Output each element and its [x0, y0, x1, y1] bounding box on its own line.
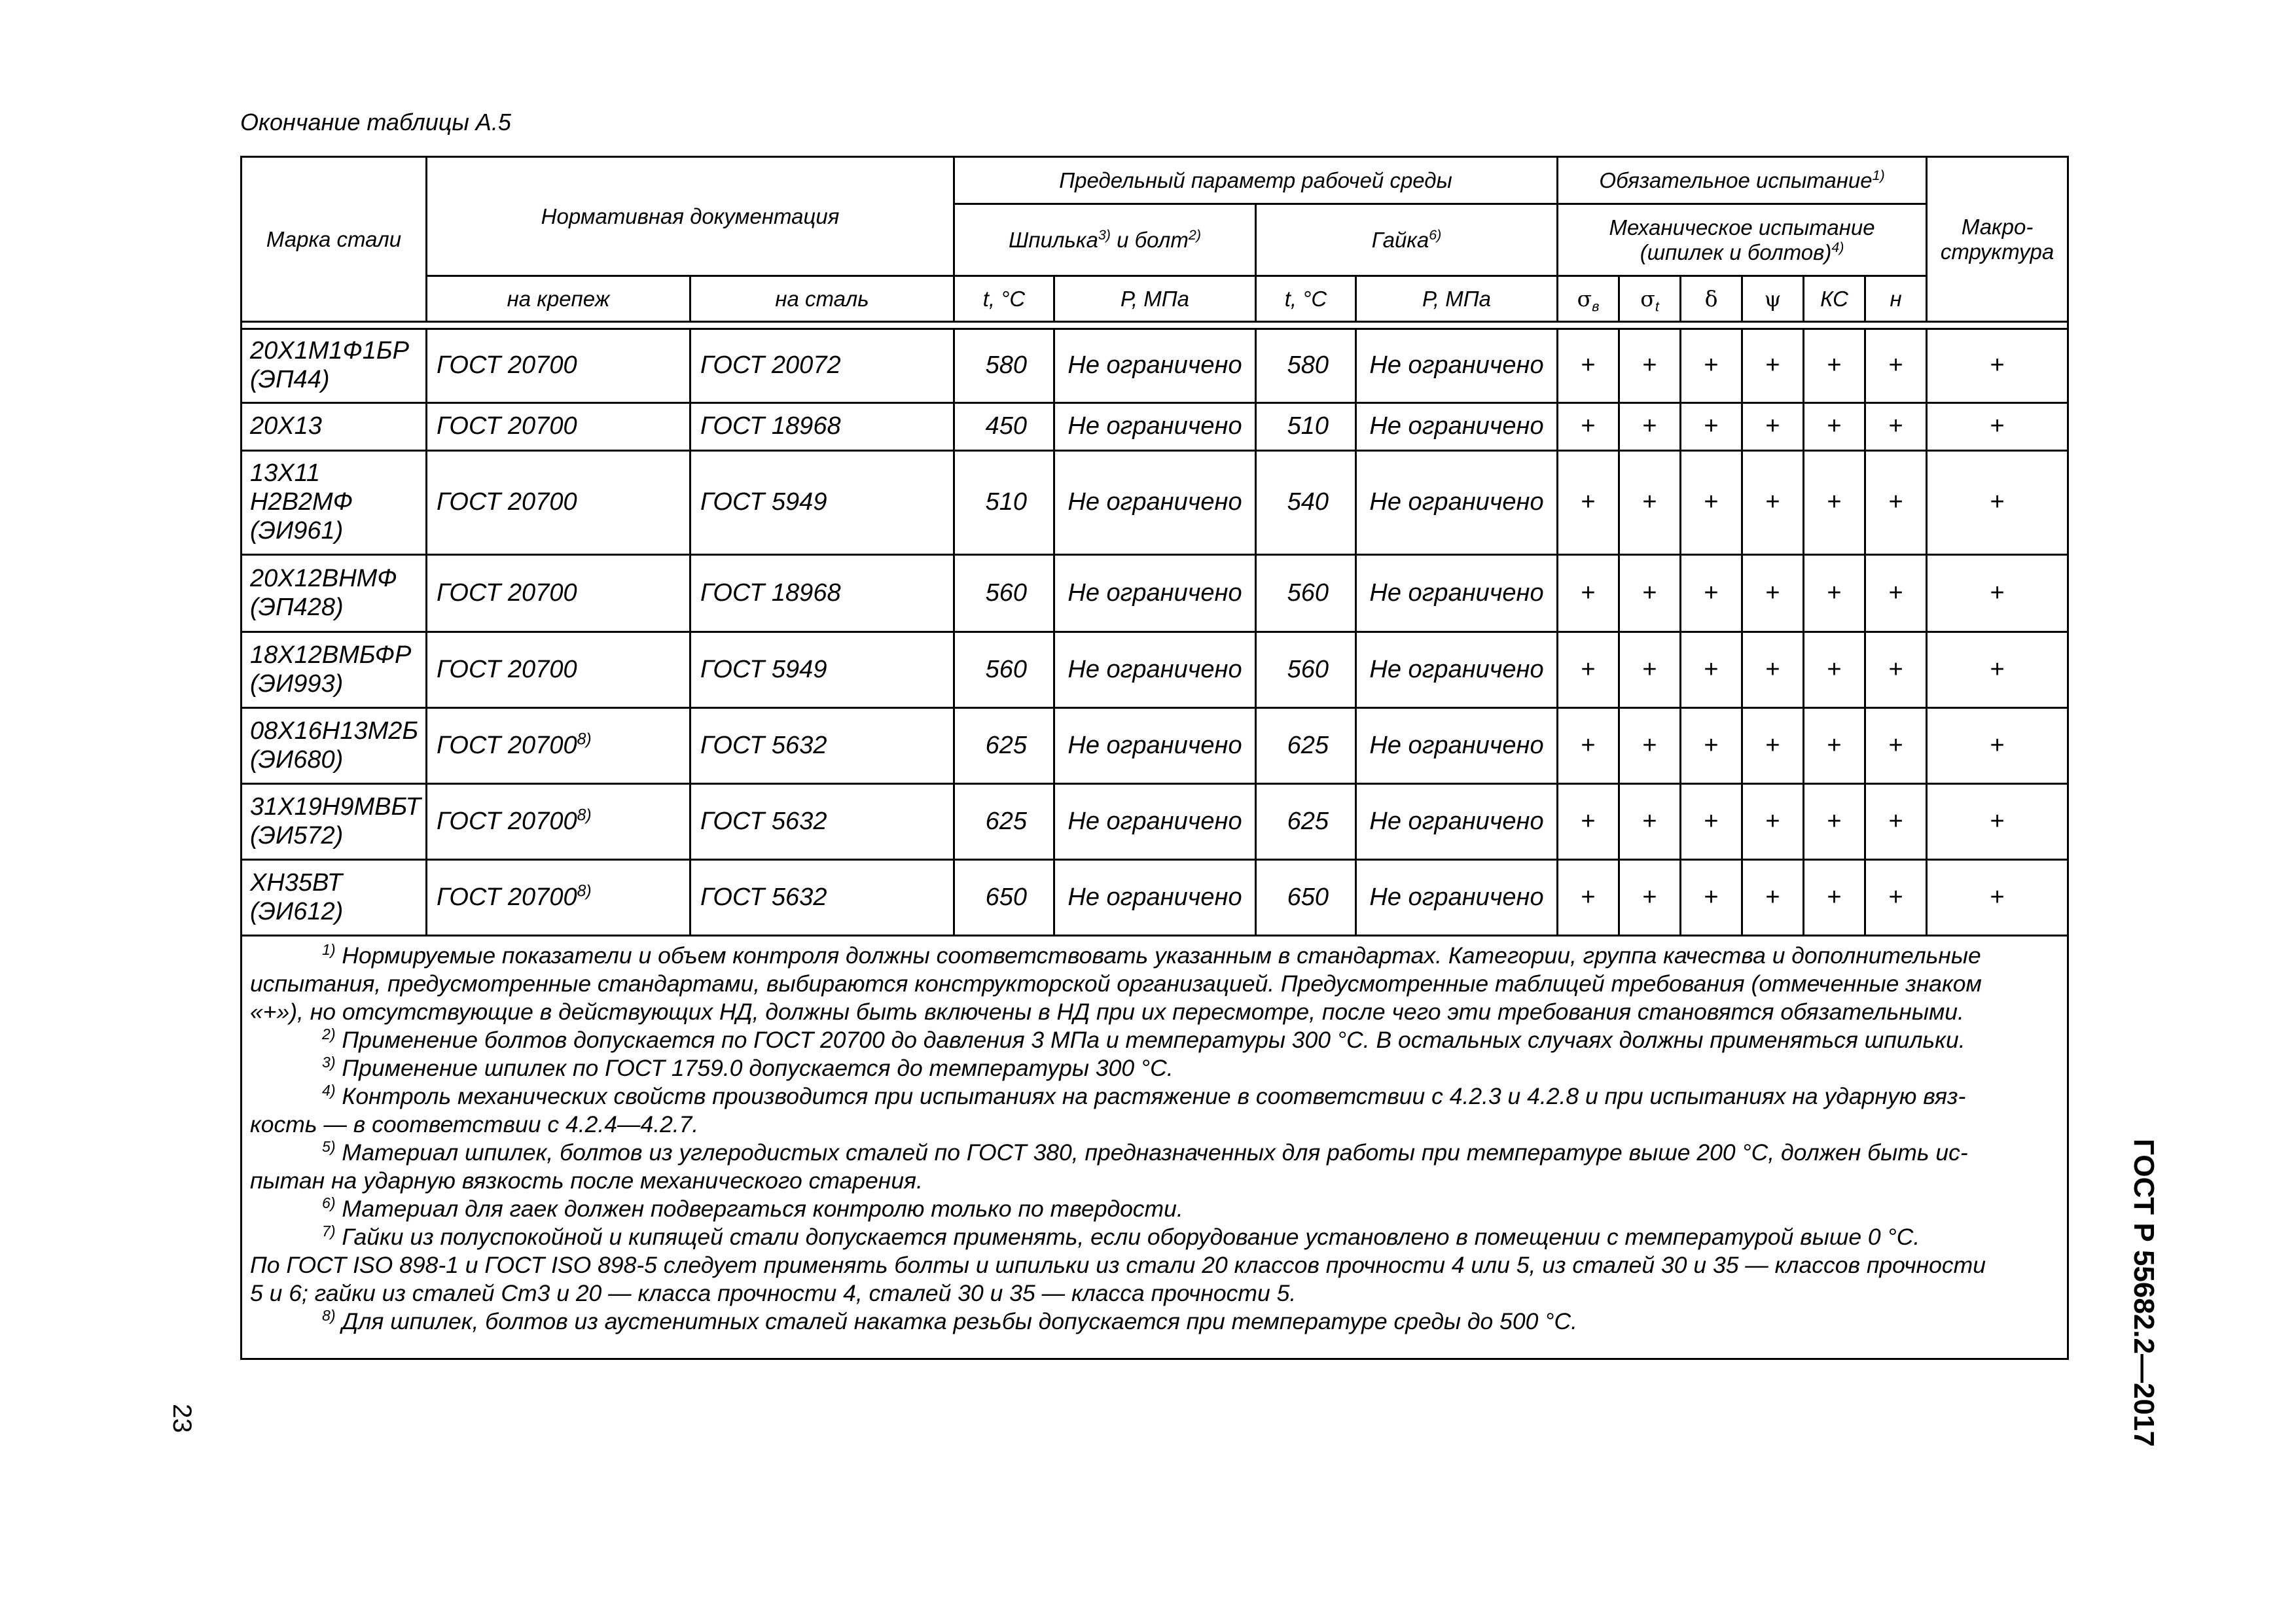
stud-pressure-cell: Не ограничено [1054, 451, 1256, 555]
header-n: н [1865, 276, 1927, 322]
sigma-b-cell: + [1558, 451, 1619, 555]
footnotes [242, 936, 2068, 1359]
grade-cell: 20Х1М1Ф1БР (ЭП44) [242, 329, 427, 403]
nut-pressure-cell: Не ограничено [1356, 860, 1558, 936]
sigma-b-cell: + [1558, 708, 1619, 784]
header-nut-t: t, °C [1256, 276, 1356, 322]
sigma-t-cell: + [1619, 708, 1681, 784]
footnote-line: кость — в соответствии с 4.2.4—4.2.7. [250, 1111, 699, 1137]
footnote-line: пытан на ударную вязкость после механического старения. [250, 1168, 923, 1194]
steel-doc-cell: ГОСТ 5949 [691, 451, 954, 555]
nut-pressure-cell: Не ограничено [1356, 708, 1558, 784]
header-for-fastener: на крепеж [427, 276, 691, 322]
steel-doc-cell: ГОСТ 5632 [691, 784, 954, 860]
steel-grade-table [240, 156, 2069, 1360]
fastener-doc-cell: ГОСТ 20700$^{8)}$ [427, 860, 691, 936]
stud-temp-cell: 650 [954, 860, 1054, 936]
macro-cell: + [1927, 708, 2068, 784]
table-row [242, 403, 2068, 451]
sigma-t-cell: + [1619, 451, 1681, 555]
header-sigma-t: $\sigma_t$ [1619, 276, 1681, 322]
delta-cell: + [1681, 555, 1742, 632]
header-macro: Макро-структура [1927, 157, 2068, 322]
nut-temp-cell: 650 [1256, 860, 1356, 936]
n-cell: + [1865, 451, 1927, 555]
fastener-doc-cell: ГОСТ 20700 [427, 329, 691, 403]
delta-cell: + [1681, 403, 1742, 451]
psi-cell: + [1742, 329, 1804, 403]
grade-cell: 20Х12ВНМФ (ЭП428) [242, 555, 427, 632]
steel-doc-cell: ГОСТ 18968 [691, 403, 954, 451]
nut-pressure-cell: Не ограничено [1356, 329, 1558, 403]
stud-pressure-cell: Не ограничено [1054, 708, 1256, 784]
macro-cell: + [1927, 784, 2068, 860]
stud-temp-cell: 560 [954, 632, 1054, 708]
header-nut: Гайка$^{6)}$ [1256, 204, 1558, 276]
kc-cell: + [1804, 329, 1865, 403]
table-row [242, 329, 2068, 403]
footnote-line: $^{1)}$ Нормируемые показатели и объем контроля должны соответствовать указанным в стандартах. Категории, группа качества и дополнительные [322, 941, 1981, 969]
sigma-t-cell: + [1619, 860, 1681, 936]
table-row [242, 632, 2068, 708]
grade-cell: 08Х16Н13М2Б (ЭИ680) [242, 708, 427, 784]
stud-pressure-cell: Не ограничено [1054, 555, 1256, 632]
nut-temp-cell: 540 [1256, 451, 1356, 555]
sigma-t-cell: + [1619, 555, 1681, 632]
table-row [242, 555, 2068, 632]
standard-id: ГОСТ Р 55682.2—2017 [2128, 1139, 2160, 1447]
fastener-doc-cell: ГОСТ 20700$^{8)}$ [427, 708, 691, 784]
nut-pressure-cell: Не ограничено [1356, 403, 1558, 451]
nut-temp-cell: 625 [1256, 708, 1356, 784]
header-stud: Шпилька$^{3)}$ и болт$^{2)}$ [954, 204, 1256, 276]
notes-row [242, 936, 2068, 1359]
psi-cell: + [1742, 632, 1804, 708]
sigma-b-cell: + [1558, 860, 1619, 936]
header-kc: КС [1804, 276, 1865, 322]
fastener-doc-cell: ГОСТ 20700$^{8)}$ [427, 784, 691, 860]
delta-cell: + [1681, 329, 1742, 403]
stud-temp-cell: 560 [954, 555, 1054, 632]
delta-cell: + [1681, 784, 1742, 860]
nut-temp-cell: 560 [1256, 632, 1356, 708]
footnote-line: 5 и 6; гайки из сталей Ст3 и 20 — класса прочности 4, сталей 30 и 35 — класса прочности 5. [250, 1280, 1297, 1306]
footnote-line: $^{8)}$ Для шпилек, болтов из аустенитных сталей накатка резьбы допускается при температуре среды до 500 °С. [322, 1307, 1577, 1334]
table-row [242, 708, 2068, 784]
header-mandatory-test: Обязательное испытание$^{1)}$ [1558, 157, 1927, 204]
nut-pressure-cell: Не ограничено [1356, 632, 1558, 708]
table-row [242, 784, 2068, 860]
header-stud-p: Р, МПа [1054, 276, 1256, 322]
sigma-b-cell: + [1558, 329, 1619, 403]
delta-cell: + [1681, 632, 1742, 708]
sigma-t-cell: + [1619, 784, 1681, 860]
nut-pressure-cell: Не ограничено [1356, 784, 1558, 860]
sigma-t-cell: + [1619, 403, 1681, 451]
footnote-line: $^{7)}$ Гайки из полуспокойной и кипящей стали допускается применять, если оборудование установлено в помещении с температурой выше 0 °С. [322, 1222, 1920, 1250]
stud-temp-cell: 625 [954, 784, 1054, 860]
nut-temp-cell: 625 [1256, 784, 1356, 860]
psi-cell: + [1742, 403, 1804, 451]
table-row [242, 860, 2068, 936]
header-psi: ψ [1742, 276, 1804, 322]
nut-temp-cell: 560 [1256, 555, 1356, 632]
n-cell: + [1865, 403, 1927, 451]
psi-cell: + [1742, 451, 1804, 555]
n-cell: + [1865, 329, 1927, 403]
stud-pressure-cell: Не ограничено [1054, 632, 1256, 708]
stud-pressure-cell: Не ограничено [1054, 329, 1256, 403]
grade-cell: 18Х12ВМБФР (ЭИ993) [242, 632, 427, 708]
header-norm-doc: Нормативная документация [427, 157, 954, 276]
header-sigma-b: $\sigma_в$ [1558, 276, 1619, 322]
kc-cell: + [1804, 555, 1865, 632]
header-stud-t: t, °C [954, 276, 1054, 322]
stud-pressure-cell: Не ограничено [1054, 860, 1256, 936]
kc-cell: + [1804, 708, 1865, 784]
fastener-doc-cell: ГОСТ 20700 [427, 451, 691, 555]
psi-cell: + [1742, 860, 1804, 936]
steel-doc-cell: ГОСТ 20072 [691, 329, 954, 403]
stud-temp-cell: 625 [954, 708, 1054, 784]
stud-pressure-cell: Не ограничено [1054, 403, 1256, 451]
stud-temp-cell: 450 [954, 403, 1054, 451]
steel-doc-cell: ГОСТ 18968 [691, 555, 954, 632]
header-delta: δ [1681, 276, 1742, 322]
n-cell: + [1865, 632, 1927, 708]
stud-temp-cell: 510 [954, 451, 1054, 555]
nut-pressure-cell: Не ограничено [1356, 451, 1558, 555]
sigma-b-cell: + [1558, 632, 1619, 708]
footnote-line: испытания, предусмотренные стандартами, выбираются конструкторской организацией. Предусмотренные таблицей требования (отмеченные знаком [250, 971, 1982, 997]
table-row [242, 451, 2068, 555]
nut-temp-cell: 510 [1256, 403, 1356, 451]
nut-temp-cell: 580 [1256, 329, 1356, 403]
footnote-line: $^{5)}$ Материал шпилек, болтов из углеродистых сталей по ГОСТ 380, предназначенных для работы при температуре выше 200 °С, должен быть ис- [322, 1138, 1968, 1166]
macro-cell: + [1927, 329, 2068, 403]
page-number: 23 [168, 1404, 196, 1433]
n-cell: + [1865, 708, 1927, 784]
psi-cell: + [1742, 784, 1804, 860]
delta-cell: + [1681, 708, 1742, 784]
macro-cell: + [1927, 632, 2068, 708]
stud-pressure-cell: Не ограничено [1054, 784, 1256, 860]
delta-cell: + [1681, 451, 1742, 555]
macro-cell: + [1927, 555, 2068, 632]
nut-pressure-cell: Не ограничено [1356, 555, 1558, 632]
steel-doc-cell: ГОСТ 5632 [691, 860, 954, 936]
macro-cell: + [1927, 403, 2068, 451]
header-nut-p: Р, МПа [1356, 276, 1558, 322]
footnote-line: По ГОСТ ISO 898-1 и ГОСТ ISO 898-5 следует применять болты и шпильки из стали 20 классов прочности 4 или 5, из сталей 30 и 35 — классов прочности [250, 1252, 1986, 1278]
sigma-t-cell: + [1619, 632, 1681, 708]
n-cell: + [1865, 555, 1927, 632]
kc-cell: + [1804, 403, 1865, 451]
stud-temp-cell: 580 [954, 329, 1054, 403]
n-cell: + [1865, 784, 1927, 860]
kc-cell: + [1804, 632, 1865, 708]
sigma-b-cell: + [1558, 403, 1619, 451]
header-mech-test: Механическое испытание (шпилек и болтов)$^{4)}$ [1558, 204, 1927, 276]
steel-doc-cell: ГОСТ 5632 [691, 708, 954, 784]
sigma-b-cell: + [1558, 784, 1619, 860]
footnote-line: «+»), но отсутствующие в действующих НД, должны быть включены в НД при их пересмотре, после чего эти требования становятся обязательными. [250, 999, 1964, 1025]
kc-cell: + [1804, 784, 1865, 860]
macro-cell: + [1927, 451, 2068, 555]
psi-cell: + [1742, 555, 1804, 632]
header-separator [242, 322, 2068, 329]
kc-cell: + [1804, 451, 1865, 555]
header-grade: Марка стали [242, 157, 427, 322]
footnote-line: $^{4)}$ Контроль механических свойств производится при испытаниях на растяжение в соответствии с 4.2.3 и 4.2.8 и при испытаниях на ударную вяз- [322, 1082, 1966, 1109]
grade-cell: ХН35ВТ (ЭИ612) [242, 860, 427, 936]
macro-cell: + [1927, 860, 2068, 936]
grade-cell: 13Х11 Н2В2МФ (ЭИ961) [242, 451, 427, 555]
kc-cell: + [1804, 860, 1865, 936]
header-limit-param: Предельный параметр рабочей среды [954, 157, 1558, 204]
steel-doc-cell: ГОСТ 5949 [691, 632, 954, 708]
fastener-doc-cell: ГОСТ 20700 [427, 632, 691, 708]
fastener-doc-cell: ГОСТ 20700 [427, 403, 691, 451]
grade-cell: 20Х13 [242, 403, 427, 451]
psi-cell: + [1742, 708, 1804, 784]
sigma-b-cell: + [1558, 555, 1619, 632]
header-for-steel: на сталь [691, 276, 954, 322]
fastener-doc-cell: ГОСТ 20700 [427, 555, 691, 632]
grade-cell: 31Х19Н9МВБТ (ЭИ572) [242, 784, 427, 860]
footnote-line: $^{6)}$ Материал для гаек должен подвергаться контролю только по твердости. [322, 1194, 1183, 1222]
footnote-line: $^{2)}$ Применение болтов допускается по ГОСТ 20700 до давления 3 МПа и температуры 300 °С. В остальных случаях должны применяться шпильки. [322, 1026, 1965, 1053]
sigma-t-cell: + [1619, 329, 1681, 403]
table-caption: Окончание таблицы А.5 [240, 109, 511, 135]
delta-cell: + [1681, 860, 1742, 936]
n-cell: + [1865, 860, 1927, 936]
footnote-line: $^{3)}$ Применение шпилек по ГОСТ 1759.0 допускается до температуры 300 °С. [322, 1054, 1174, 1081]
